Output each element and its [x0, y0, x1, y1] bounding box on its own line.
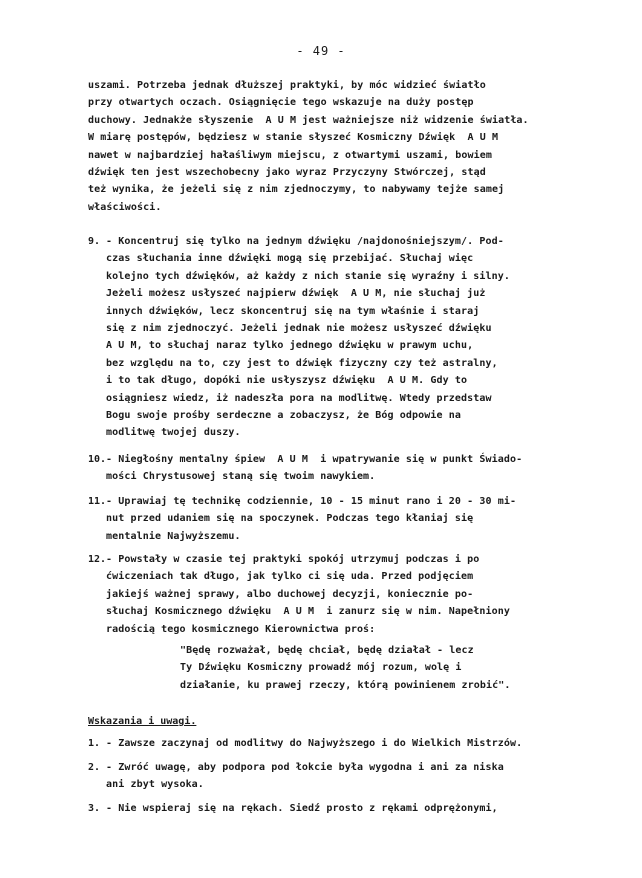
text-line: bez względu na to, czy jest to dźwięk fizyczny czy też astralny,	[106, 357, 498, 369]
text-line: - Uprawiaj tę technikę codziennie, 10 - 15 minut rano i 20 - 30 mi-	[106, 496, 517, 507]
item-body	[106, 800, 588, 817]
text-line: słuchaj Kosmicznego dźwięku A U M i zanurz się w nim. Napełniony	[106, 606, 510, 618]
item-number: 9.	[88, 236, 101, 247]
text-line: ćwiczeniach tak długo, jak tylko ci się uda. Przed podjęciem	[106, 571, 474, 583]
text-line: czas słuchania inne dźwięki mogą się przebijać. Słuchaj więc	[106, 253, 474, 265]
text-line: - Zwróć uwagę, aby podpora pod łokcie była wygodna i ani za niska	[106, 762, 504, 773]
item-number: 11.	[88, 496, 107, 507]
text-line: przy otwartych oczach. Osiągnięcie tego wskazuje na duży postęp	[88, 97, 474, 109]
text-line: Jeżeli możesz usłyszeć najpierw dźwięk A U M, nie słuchaj już	[106, 288, 486, 300]
text-line: uszami. Potrzeba jednak dłuższej praktyki, by móc widzieć światło	[88, 80, 486, 91]
text-line: też wynika, że jeżeli się z nim zjednoczymy, to nabywamy tejże samej	[88, 184, 505, 196]
text-line: Bogu swoje prośby serdeczne a zobaczysz, że Bóg odpowie na	[106, 410, 461, 422]
text-line: mości Chrystusowej staną się twoim nawykiem.	[106, 471, 376, 483]
text-line: A U M, to słuchaj naraz tylko jednego dźwięku w prawym uchu,	[106, 340, 474, 352]
intro-paragraph	[88, 77, 588, 216]
text-line: mentalnie Najwyższemu.	[106, 530, 241, 542]
text-line: ani zbyt wysoka.	[106, 779, 204, 791]
text-line: - Zawsze zaczynaj od modlitwy do Najwyższego i do Wielkich Mistrzów.	[106, 738, 523, 749]
item-number: 1.	[88, 738, 101, 749]
item-body	[106, 233, 588, 442]
text-line: modlitwę twojej duszy.	[106, 427, 241, 439]
item-body	[106, 451, 588, 486]
text-line: i to tak długo, dopóki nie usłyszysz dźwięku A U M. Gdy to	[106, 375, 468, 387]
text-line: jakiejś ważnej sprawy, albo duchowej decyzji, koniecznie po-	[106, 588, 474, 600]
text-line: nut przed udaniem się na spoczynek. Podczas tego kłaniaj się	[106, 513, 474, 525]
text-line: osiągniesz wiedz, iż nadeszła pora na modlitwę. Wtedy przedstaw	[106, 392, 492, 404]
text-line: "Będę rozważał, będę chciał, będę działał - lecz	[180, 645, 474, 657]
text-line: działanie, ku prawej rzeczy, którą powinienem zrobić".	[180, 679, 511, 691]
text-line: innych dźwięków, lecz skoncentruj się na tym właśnie i staraj	[106, 305, 480, 317]
text-line: duchowy. Jednakże słyszenie A U M jest ważniejsze niż widzenie światła.	[88, 114, 529, 126]
item-body	[106, 551, 588, 694]
text-line: W miarę postępów, będziesz w stanie słyszeć Kosmiczny Dźwięk A U M	[88, 132, 499, 144]
text-line: - Powstały w czasie tej praktyki spokój utrzymuj podczas i po	[106, 554, 480, 565]
text-line: radością tego kosmicznego Kierownictwa proś:	[106, 623, 376, 635]
item-number: 3.	[88, 803, 101, 814]
item-number: 12.	[88, 554, 107, 565]
item-number: 2.	[88, 762, 101, 773]
text-line: Ty Dźwięku Kosmiczny prowadź mój rozum, wolę i	[180, 662, 462, 674]
text-line: się z nim zjednoczyć. Jeżeli jednak nie możesz usłyszeć dźwięku	[106, 323, 492, 335]
text-line: nawet w najbardziej hałaśliwym miejscu, z otwartymi uszami, bowiem	[88, 149, 492, 161]
item-body	[106, 493, 588, 545]
text-line: kolejno tych dźwięków, aż każdy z nich stanie się wyraźny i silny.	[106, 270, 510, 282]
text-line: właściwości.	[88, 201, 162, 213]
section-heading: Wskazania i uwagi.	[88, 716, 197, 727]
item-number: 10.	[88, 454, 107, 465]
quoted-prayer	[180, 642, 588, 694]
text-line: - Niegłośny mentalny śpiew A U M i wpatrywanie się w punkt Świado-	[106, 454, 523, 465]
text-line: - Nie wspieraj się na rękach. Siedź prosto z rękami odprężonymi,	[106, 803, 498, 814]
item-body	[106, 735, 588, 752]
item-body	[106, 759, 588, 794]
text-line: dźwięk ten jest wszechobecny jako wyraz Przyczyny Stwórczej, stąd	[88, 167, 486, 179]
text-line: - Koncentruj się tylko na jednym dźwięku /najdonośniejszym/. Pod-	[106, 236, 504, 247]
page-number: - 49 -	[296, 44, 346, 58]
